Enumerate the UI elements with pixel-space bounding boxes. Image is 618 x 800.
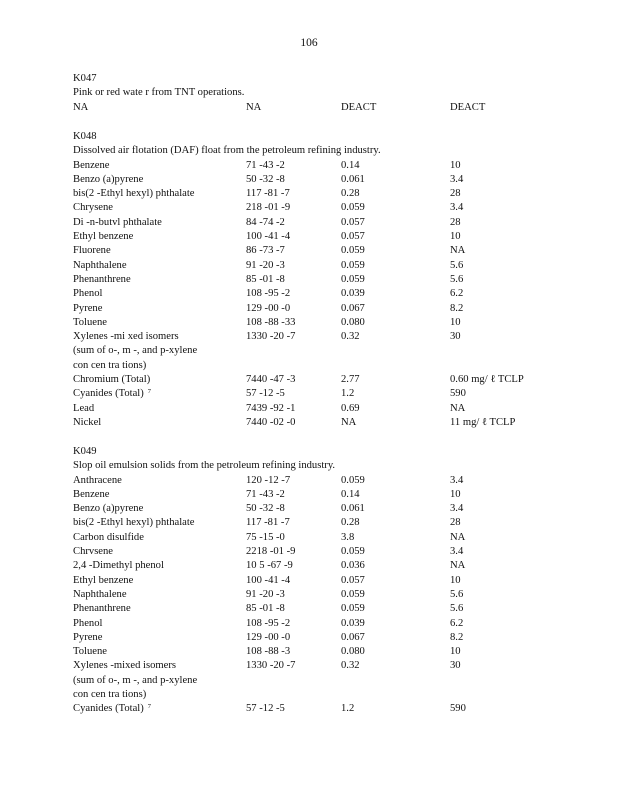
nonwastewater-standard: 590 [450,703,466,715]
constituent-name: Nickel [73,416,102,428]
cas-number: 117 -81 -7 [246,517,290,529]
section-k049 [73,445,593,717]
nonwastewater-standard: 30 [450,660,461,672]
cas-number: 10 5 -67 -9 [246,560,293,572]
constituent-name: Naphthalene [73,588,127,600]
constituent-name-cell [73,387,151,401]
wastewater-standard: 0.061 [341,173,365,185]
table-row [73,159,593,173]
nonwastewater-standard: 6.2 [450,617,464,629]
wastewater-standard: 0.059 [341,474,365,486]
constituent-name: Phenol [73,617,103,629]
wastewater-standard: 0.059 [341,546,365,558]
table-row [73,702,593,716]
cas-number: 85 -01 -8 [246,603,285,615]
table-row [73,588,593,602]
cas-number: 71 -43 -2 [246,488,285,500]
cas-number: 7439 -92 -1 [246,402,296,414]
section-description: Pink or red wate r from TNT operations. [73,87,245,99]
section-k047 [73,72,593,115]
cas-number: 7440 -02 -0 [246,416,296,428]
cas-number: 57 -12 -5 [246,703,285,715]
constituent-name: Carbon disulfide [73,531,144,543]
table-row [73,617,593,631]
wastewater-standard: 0.059 [341,259,365,271]
constituent-name: (sum of o-, m -, and p-xylene [73,345,198,357]
constituent-name: con cen tra tions) [73,359,147,371]
nonwastewater-standard: 30 [450,331,461,343]
wastewater-standard: 0.057 [341,216,365,228]
wastewater-standard: 0.28 [341,188,360,200]
wastewater-standard: 0.28 [341,517,360,529]
wastewater-standard: 0.080 [341,646,365,658]
table-row [73,187,593,201]
nonwastewater-standard: 28 [450,188,461,200]
cas-number: 129 -00 -0 [246,302,291,314]
wastewater-standard: 0.059 [341,273,365,285]
wastewater-standard: 0.14 [341,159,360,171]
table-row [73,574,593,588]
cas-number: 100 -41 -4 [246,574,291,586]
wastewater-standard: 0.14 [341,488,360,500]
nonwastewater-standard: 8.2 [450,302,464,314]
wastewater-standard: 0.059 [341,603,365,615]
footnote-marker: 7 [147,703,151,711]
nonwastewater-standard: NA [450,402,466,414]
cas-number: 2218 -01 -9 [246,546,296,558]
cas-number: 86 -73 -7 [246,245,285,257]
wastewater-standard: DEACT [341,101,377,113]
wastewater-standard: 0.067 [341,631,365,643]
table-row [73,645,593,659]
table-row [73,302,593,316]
constituent-name: con cen tra tions) [73,689,147,701]
constituent-name: Xylenes -mi xed isomers [73,331,179,343]
cas-number: 50 -32 -8 [246,173,285,185]
table-row [73,216,593,230]
nonwastewater-standard: 10 [450,488,461,500]
table-row [73,602,593,616]
table-row [73,101,593,115]
nonwastewater-standard: 5.6 [450,259,464,271]
cas-number: 108 -88 -3 [246,646,291,658]
table-row [73,502,593,516]
cas-number: 100 -41 -4 [246,231,291,243]
constituent-name: 2,4 -Dimethyl phenol [73,560,164,572]
table-row [73,545,593,559]
constituent-name: Pyrene [73,631,103,643]
nonwastewater-standard: 5.6 [450,588,464,600]
nonwastewater-standard: 3.4 [450,503,464,515]
nonwastewater-standard: 28 [450,517,461,529]
cas-number: 108 -88 -33 [246,316,296,328]
table-row [73,316,593,330]
constituent-name: Xylenes -mixed isomers [73,660,176,672]
section-code: K047 [73,73,97,84]
cas-number: 108 -95 -2 [246,288,291,300]
cas-number: 1330 -20 -7 [246,660,296,672]
cas-number: 75 -15 -0 [246,531,285,543]
wastewater-standard: 0.32 [341,660,360,672]
constituent-name: Naphthalene [73,259,127,271]
constituent-name: Phenanthrene [73,603,131,615]
nonwastewater-standard: 10 [450,646,461,658]
constituent-name: Ethyl benzene [73,231,134,243]
wastewater-standard: 0.32 [341,331,360,343]
table-row [73,631,593,645]
table-row [73,474,593,488]
constituent-name: bis(2 -Ethyl hexyl) phthalate [73,517,195,529]
constituent-name: Benzo (a)pyrene [73,173,144,185]
nonwastewater-standard: NA [450,531,466,543]
cas-number: NA [246,101,262,113]
constituent-name: Ethyl benzene [73,574,134,586]
wastewater-standard: 0.039 [341,288,365,300]
nonwastewater-standard: 0.60 mg/ ℓ TCLP [450,374,524,386]
constituent-name: Toluene [73,316,107,328]
table-row [73,516,593,530]
wastewater-standard: 0.036 [341,560,365,572]
cas-number: 108 -95 -2 [246,617,291,629]
cas-number: 91 -20 -3 [246,588,285,600]
table-row [73,259,593,273]
table-row [73,273,593,287]
constituent-name: Phenanthrene [73,273,131,285]
nonwastewater-standard: 3.4 [450,202,464,214]
constituent-name: bis(2 -Ethyl hexyl) phthalate [73,188,195,200]
nonwastewater-standard: NA [450,245,466,257]
wastewater-standard: 3.8 [341,531,355,543]
constituent-name: Toluene [73,646,107,658]
nonwastewater-standard: 28 [450,216,461,228]
cas-number: 71 -43 -2 [246,159,285,171]
nonwastewater-standard: 6.2 [450,288,464,300]
nonwastewater-standard: NA [450,560,466,572]
constituent-name: Pyrene [73,302,103,314]
table-row [73,688,593,702]
nonwastewater-standard: 3.4 [450,474,464,486]
constituent-name: Chrvsene [73,546,114,558]
constituent-name: Benzene [73,488,110,500]
nonwastewater-standard: 11 mg/ ℓ TCLP [450,416,516,428]
wastewater-standard: 1.2 [341,703,355,715]
table-row [73,330,593,344]
table-row [73,373,593,387]
cas-number: 218 -01 -9 [246,202,291,214]
cas-number: 7440 -47 -3 [246,374,296,386]
nonwastewater-standard: 8.2 [450,631,464,643]
nonwastewater-standard: 10 [450,316,461,328]
table-row [73,173,593,187]
page-number: 106 [300,37,318,49]
constituent-name: (sum of o-, m -, and p-xylene [73,674,198,686]
table-row [73,674,593,688]
table-row [73,488,593,502]
constituent-name: Cyanides (Total) [73,703,144,715]
wastewater-standard: 0.067 [341,302,365,314]
nonwastewater-standard: 10 [450,231,461,243]
table-row [73,387,593,401]
constituent-name: Cyanides (Total) [73,388,144,400]
nonwastewater-standard: DEACT [450,101,486,113]
constituent-name-cell [73,702,151,716]
wastewater-standard: 0.059 [341,588,365,600]
cas-number: 57 -12 -5 [246,388,285,400]
wastewater-standard: 0.059 [341,202,365,214]
nonwastewater-standard: 3.4 [450,546,464,558]
section-description: Slop oil emulsion solids from the petroleum refining industry. [73,460,336,472]
wastewater-standard: 0.061 [341,503,365,515]
wastewater-standard: 0.080 [341,316,365,328]
constituent-name: Benzo (a)pyrene [73,503,144,515]
constituent-name: Fluorene [73,245,111,257]
section-code: K048 [73,131,97,142]
table-row [73,531,593,545]
table-row [73,244,593,258]
table-row [73,201,593,215]
table-row [73,402,593,416]
footnote-marker: 7 [147,388,151,396]
constituent-name: Di -n-butvl phthalate [73,216,162,228]
cas-number: 84 -74 -2 [246,216,285,228]
constituent-name: Anthracene [73,474,122,486]
nonwastewater-standard: 590 [450,388,466,400]
section-k048 [73,130,593,430]
table-row [73,416,593,430]
table-row [73,359,593,373]
table-row [73,230,593,244]
table-row [73,659,593,673]
cas-number: 85 -01 -8 [246,273,285,285]
wastewater-standard: 2.77 [341,374,360,386]
cas-number: 129 -00 -0 [246,631,291,643]
constituent-name: Chromium (Total) [73,374,151,386]
section-description: Dissolved air flotation (DAF) float from the petroleum refining industry. [73,145,381,157]
cas-number: 117 -81 -7 [246,188,290,200]
wastewater-standard: 0.057 [341,231,365,243]
nonwastewater-standard: 10 [450,574,461,586]
wastewater-standard: 0.059 [341,245,365,257]
table-row [73,344,593,358]
nonwastewater-standard: 5.6 [450,273,464,285]
wastewater-standard: 0.69 [341,402,360,414]
cas-number: 91 -20 -3 [246,259,285,271]
constituent-name: NA [73,101,89,113]
section-code: K049 [73,446,97,457]
cas-number: 50 -32 -8 [246,503,285,515]
nonwastewater-standard: 3.4 [450,173,464,185]
wastewater-standard: NA [341,416,357,428]
constituent-name: Benzene [73,159,110,171]
wastewater-standard: 1.2 [341,388,355,400]
nonwastewater-standard: 10 [450,159,461,171]
constituent-name: Chrysene [73,202,114,214]
cas-number: 120 -12 -7 [246,474,291,486]
wastewater-standard: 0.057 [341,574,365,586]
nonwastewater-standard: 5.6 [450,603,464,615]
cas-number: 1330 -20 -7 [246,331,296,343]
constituent-name: Lead [73,402,95,414]
table-row [73,287,593,301]
constituent-name: Phenol [73,288,103,300]
table-row [73,559,593,573]
wastewater-standard: 0.039 [341,617,365,629]
